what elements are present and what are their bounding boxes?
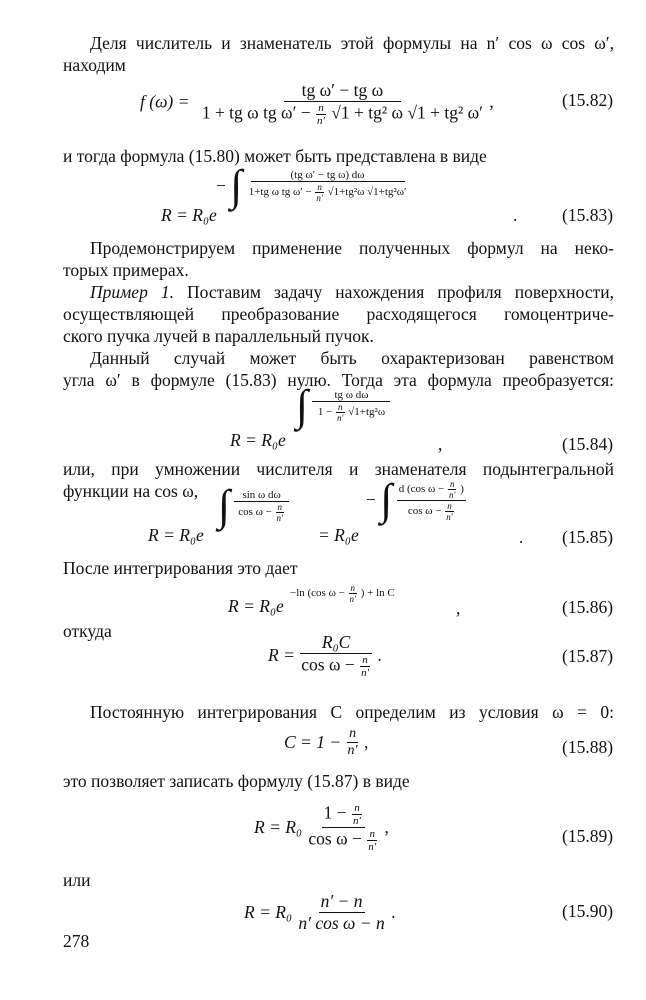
inner-numerator: n: [447, 500, 452, 511]
inner-denominator: n′: [316, 193, 323, 203]
equation-lhs: R = R₀: [254, 817, 303, 837]
equation-number: (15.83): [562, 205, 614, 225]
text-line: или, при умножении числителя и знаменателя подынтегральной: [63, 459, 614, 479]
minus-sign: −: [366, 489, 376, 510]
text-line: находим: [63, 55, 126, 75]
inner-numerator: n: [317, 182, 322, 192]
equation-fraction: [346, 726, 360, 759]
inner-denominator: n′: [361, 667, 369, 679]
equation-lhs: C = 1 −: [284, 732, 342, 752]
equation-punct: .: [513, 205, 518, 225]
equation-number: (15.84): [562, 434, 614, 454]
example-label: Пример 1.: [90, 282, 174, 302]
fraction-denominator: [406, 501, 457, 522]
equation-15-89: [254, 802, 389, 853]
inner-fraction: [359, 654, 371, 679]
fraction-denominator: [236, 502, 287, 523]
equation-15-82: [140, 80, 494, 127]
fraction-numerator: sin ω dω: [234, 489, 288, 502]
exponent-integral: [296, 381, 390, 430]
text-line: После интегрирования это дает: [63, 558, 298, 578]
inner-fraction: [351, 802, 363, 827]
equation-middle: = R₀e: [318, 525, 359, 545]
denominator-part: √1 + tg² ω √1 + tg² ω′: [331, 102, 483, 123]
denominator-part: cos ω −: [308, 828, 362, 849]
equation-punct: .: [391, 902, 396, 922]
inner-numerator: n: [277, 502, 283, 512]
text-line: Деля числитель и знаменатель этой формулы на n′ cos ω cos ω′,: [90, 33, 614, 53]
equation-15-88: [284, 726, 368, 759]
fraction-denominator: [306, 828, 380, 853]
equation-fraction: [299, 632, 373, 679]
page-number: 278: [63, 931, 90, 951]
inner-numerator: n: [362, 654, 368, 666]
equation-lhs: R = R₀e: [228, 596, 284, 616]
minus-sign: −: [216, 175, 226, 196]
fraction-numerator: tg ω′ − tg ω: [284, 80, 401, 102]
integral-sign: ∫: [218, 481, 231, 530]
denominator-part: 1 + tg ω tg ω′ −: [201, 102, 311, 123]
fraction-denominator: [299, 654, 373, 679]
inner-denominator: n′: [317, 115, 325, 127]
exponent-part: ) + ln C: [360, 587, 395, 600]
equation-number: (15.89): [562, 826, 614, 846]
exponent-integral: [218, 481, 289, 530]
denominator-part: cos ω −: [238, 506, 272, 519]
inner-denominator: n′: [337, 413, 344, 423]
inner-fraction: [348, 583, 358, 604]
integral-sign: ∫: [380, 475, 393, 524]
equation-punct: ,: [384, 817, 389, 837]
inner-fraction: [314, 182, 324, 203]
inner-denominator: n′: [353, 815, 361, 827]
exponent-integral: [366, 475, 466, 524]
inner-denominator: n′: [276, 513, 284, 523]
text-line: осуществляющей преобразование расходящегося гомоцентриче-: [63, 304, 614, 324]
equation-fraction: [306, 802, 380, 853]
equation-15-90: [244, 891, 395, 934]
text-line: функции на cos ω,: [63, 481, 199, 501]
text-line: ского пучка лучей в параллельный пучок.: [63, 326, 374, 346]
text-line: и тогда формула (15.80) может быть представлена в виде: [63, 146, 487, 166]
exponent-fraction: [234, 489, 288, 523]
exponent-integral: [216, 161, 408, 210]
inner-fraction: [366, 828, 378, 853]
fraction-numerator: n: [349, 726, 357, 741]
integral-sign: ∫: [230, 161, 243, 210]
equation-fraction: [296, 891, 386, 934]
denominator-part: cos ω −: [301, 654, 355, 675]
equation-exponent: [290, 583, 395, 604]
fraction-numerator: R₀C: [300, 632, 372, 654]
equation-punct: ,: [456, 598, 461, 618]
inner-fraction: [315, 102, 327, 127]
exponent-fraction: [312, 389, 390, 423]
fraction-numerator: [397, 479, 466, 501]
equation-lhs: R = R₀: [244, 902, 293, 922]
inner-fraction: [444, 501, 454, 522]
numerator-part: 1 −: [323, 802, 347, 823]
text-span: Поставим задачу нахождения профиля поверхности,: [187, 282, 615, 302]
inner-numerator: n: [369, 828, 375, 840]
denominator-part: 1 −: [317, 406, 333, 419]
text-line: или: [63, 870, 91, 890]
denominator-part: √1+tg²ω √1+tg²ω′: [327, 186, 407, 199]
numerator-part: d (cos ω −: [398, 482, 445, 495]
inner-fraction: [335, 402, 345, 423]
fraction-numerator: [322, 802, 365, 828]
equation-15-87: [268, 632, 382, 679]
equation-punct: .: [377, 645, 382, 665]
fraction-denominator: [316, 402, 387, 423]
equation-number: (15.85): [562, 527, 614, 547]
fraction-denominator: [200, 102, 485, 127]
inner-denominator: n′: [448, 489, 456, 500]
equation-number: (15.90): [562, 901, 614, 921]
equation-lhs: R = R₀e: [230, 430, 286, 450]
exponent-fraction: [397, 479, 466, 522]
equation-number: (15.86): [562, 597, 614, 617]
text-line: Постоянную интегрирования C определим из условия ω = 0:: [90, 702, 614, 722]
equation-lhs: R = R₀e: [148, 525, 204, 545]
equation-lhs: R = R₀e: [161, 205, 217, 225]
text-line: [90, 281, 614, 303]
fraction-numerator: tg ω dω: [312, 389, 390, 402]
denominator-part: √1+tg²ω: [348, 406, 386, 419]
equation-number: (15.87): [562, 646, 614, 666]
text-line: откуда: [63, 621, 112, 641]
fraction-denominator: [247, 182, 409, 203]
inner-fraction: [275, 502, 285, 523]
exponent-part: −ln (cos ω −: [290, 587, 345, 600]
fraction-denominator: n′: [347, 743, 358, 758]
integral-sign: ∫: [296, 381, 309, 430]
equation-punct: ,: [438, 434, 443, 454]
fraction-numerator: n′ − n: [320, 891, 363, 911]
inner-denominator: n′: [368, 841, 377, 853]
denominator-part: 1+tg ω tg ω′ −: [248, 186, 312, 199]
equation-lhs: f (ω) =: [140, 91, 190, 112]
inner-numerator: n: [354, 802, 360, 814]
equation-number: (15.88): [562, 737, 614, 757]
equation-lhs: R =: [268, 645, 295, 665]
inner-numerator: n: [449, 478, 455, 489]
equation-fraction: [200, 80, 485, 127]
inner-denominator: n′: [349, 594, 356, 604]
text-line: Продемонстрируем применение полученных формул на неко-: [90, 238, 614, 258]
text-line: торых примерах.: [63, 260, 189, 280]
inner-numerator: n: [318, 102, 324, 114]
denominator-part: cos ω −: [407, 504, 442, 517]
text-line: это позволяет записать формулу (15.87) в виде: [63, 771, 410, 791]
equation-punct: ,: [363, 732, 369, 752]
fraction-denominator: n′ cos ω − n: [298, 913, 385, 933]
equation-punct: .: [519, 527, 524, 547]
equation-punct: ,: [489, 91, 494, 112]
exponent-fraction: [247, 169, 409, 203]
text-line: угла ω′ в формуле (15.83) нулю. Тогда эта формула преобразуется:: [63, 370, 614, 390]
text-line: Данный случай может быть охарактеризован равенством: [90, 348, 614, 368]
fraction-numerator: (tg ω′ − tg ω) dω: [251, 169, 405, 182]
equation-number: (15.82): [562, 90, 614, 110]
inner-denominator: n′: [446, 511, 453, 522]
numerator-part: ): [460, 482, 464, 495]
inner-numerator: n: [350, 583, 356, 593]
inner-fraction: [447, 479, 457, 500]
inner-numerator: n: [338, 402, 343, 412]
